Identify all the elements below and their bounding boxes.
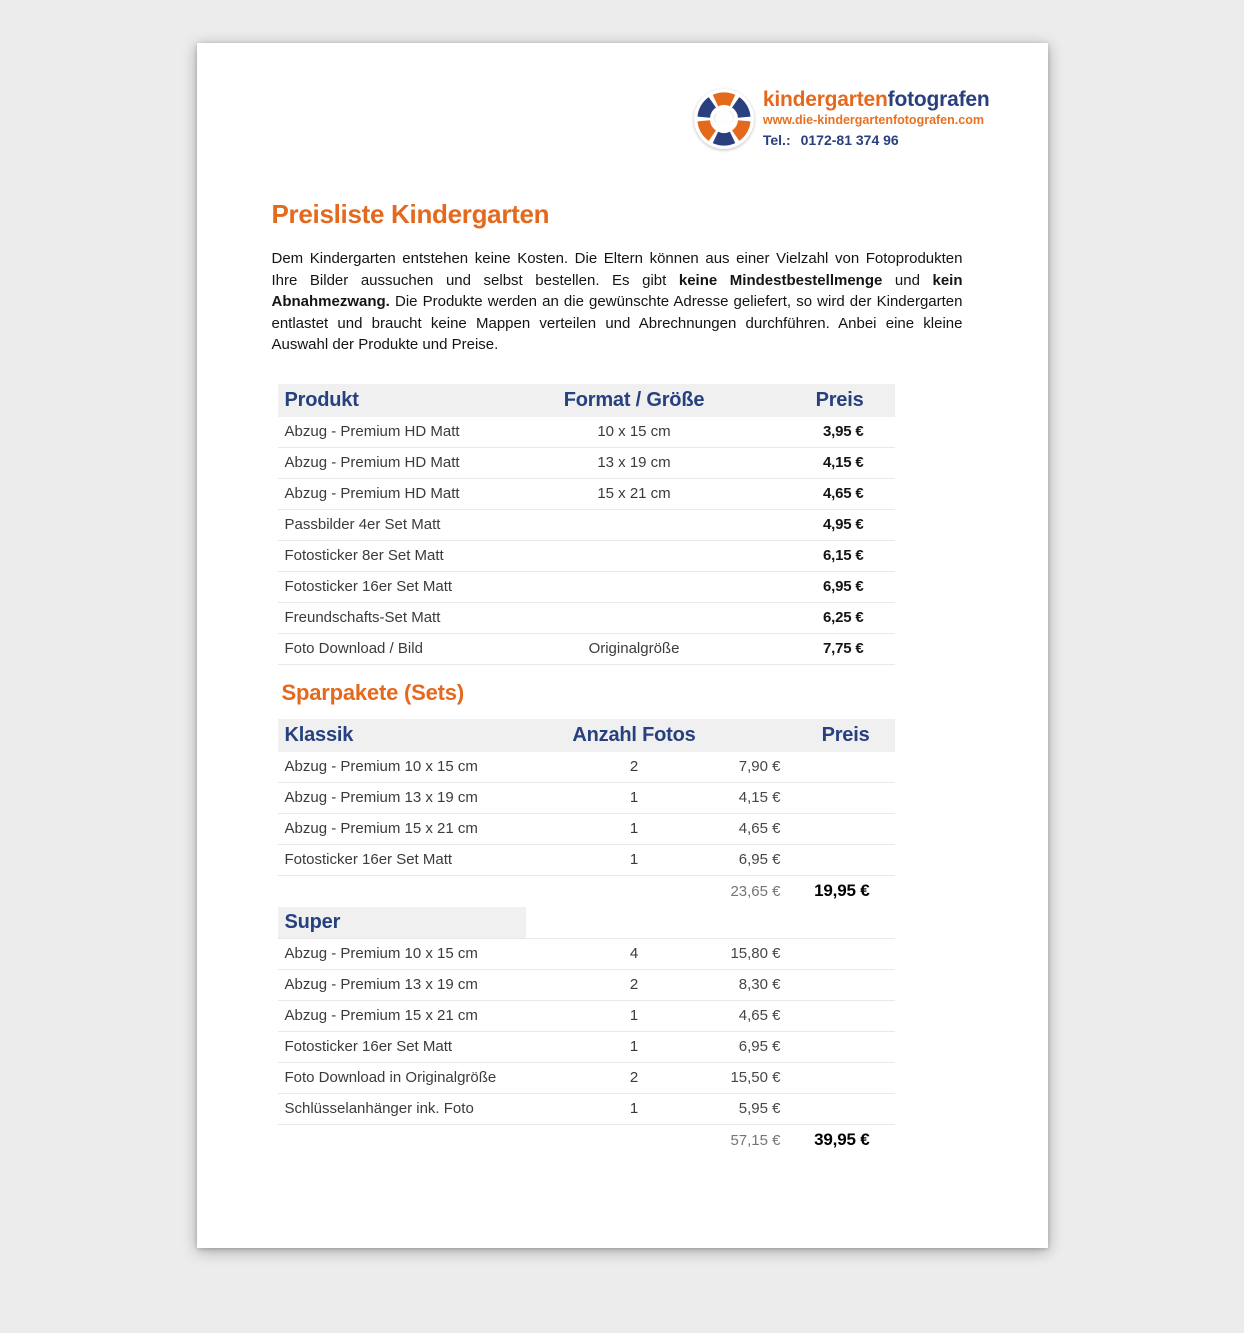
table-row (278, 510, 895, 541)
format-cell: 10 x 15 cm (597, 423, 671, 440)
document-page (197, 43, 1048, 1248)
item-sum-cell: 4,15 € (738, 789, 781, 806)
empty-cell (278, 1125, 561, 1156)
brand-name-part1: kindergarten (762, 88, 888, 111)
set-title-super (278, 907, 895, 939)
product-name-cell: Fotosticker 16er Set Matt (284, 578, 453, 595)
format-cell: Originalgröße (588, 640, 680, 657)
product-name-cell: Abzug - Premium 10 x 15 cm (284, 758, 478, 775)
totals-row (278, 876, 895, 907)
product-name-cell: Foto Download in Originalgröße (284, 1069, 497, 1086)
table-row (278, 448, 895, 479)
intro-paragraph (272, 248, 963, 356)
brand-name-part2: fotografen (887, 88, 990, 111)
empty-header-cell (708, 719, 785, 752)
empty-cell (785, 1032, 895, 1062)
empty-cell (561, 876, 708, 907)
item-sum-cell: 6,95 € (738, 1038, 781, 1055)
table-row (278, 970, 895, 1001)
price-cell: 4,65 € (822, 485, 864, 502)
column-header-product: Produkt (284, 388, 359, 411)
column-header-price: Preis (821, 723, 870, 746)
product-name-cell: Abzug - Premium HD Matt (284, 423, 460, 440)
set-price-cell: 39,95 € (814, 1130, 870, 1149)
item-sum-cell: 6,95 € (738, 851, 781, 868)
empty-cell (785, 1001, 895, 1031)
page-title: Preisliste Kindergarten (271, 199, 550, 229)
price-cell: 6,15 € (822, 547, 864, 564)
phone-label: Tel.: (762, 132, 791, 148)
phone-number: 0172-81 374 96 (800, 132, 899, 148)
table-row (278, 1063, 895, 1094)
product-name-cell: Schlüsselanhänger ink. Foto (284, 1100, 474, 1117)
format-cell (561, 603, 708, 633)
total-sum-cell: 57,15 € (730, 1131, 781, 1149)
price-cell: 4,95 € (822, 516, 864, 533)
quantity-cell: 2 (629, 976, 639, 993)
table-row (278, 479, 895, 510)
format-cell (561, 572, 708, 602)
table-row (278, 1001, 895, 1032)
format-cell (561, 510, 708, 540)
products-table-header (278, 384, 895, 417)
intro-text: und (882, 271, 933, 289)
empty-cell (785, 845, 895, 875)
intro-bold-no-obligation: kein Abnahmezwang. (271, 271, 963, 310)
table-row (278, 752, 895, 783)
empty-cell (785, 1094, 895, 1124)
logo-block (272, 88, 990, 154)
product-name-cell: Abzug - Premium 15 x 21 cm (284, 1007, 478, 1024)
format-cell: 15 x 21 cm (597, 485, 671, 502)
products-table (278, 384, 895, 665)
price-cell: 4,15 € (822, 454, 864, 471)
brand-name (763, 88, 990, 112)
column-header-format: Format / Größe (563, 388, 705, 411)
table-row (278, 814, 895, 845)
format-cell: 13 x 19 cm (597, 454, 671, 471)
klassik-set-table (278, 719, 895, 907)
table-row (278, 541, 895, 572)
price-cell: 3,95 € (822, 423, 864, 440)
klassik-table-header (278, 719, 895, 752)
empty-cell (785, 814, 895, 844)
empty-cell (278, 876, 561, 907)
quantity-cell: 1 (629, 789, 639, 806)
quantity-cell: 1 (629, 820, 639, 837)
intro-bold-no-minimum: keine Mindestbestellmenge (678, 271, 883, 289)
table-row (278, 783, 895, 814)
empty-cell (785, 939, 895, 969)
product-name-cell: Abzug - Premium HD Matt (284, 485, 460, 502)
item-sum-cell: 8,30 € (738, 976, 781, 993)
column-header-quantity: Anzahl Fotos (572, 723, 696, 746)
product-name-cell: Abzug - Premium HD Matt (284, 454, 460, 471)
total-sum-cell: 23,65 € (730, 882, 781, 900)
quantity-cell: 1 (629, 1007, 639, 1024)
product-name-cell: Foto Download / Bild (284, 640, 423, 657)
camera-shutter-logo-icon (693, 88, 755, 150)
logo-phone (763, 131, 990, 149)
item-sum-cell: 7,90 € (738, 758, 781, 775)
intro-text: Dem Kindergarten entstehen keine Kosten. Die Eltern können aus einer Vielzahl von Fotoprodukten Ihre Bilder aussuchen und selbst bestellen. Es gibt (271, 250, 963, 289)
quantity-cell: 4 (629, 945, 639, 962)
sets-section-heading: Sparpakete (Sets) (281, 679, 464, 705)
product-name-cell: Fotosticker 8er Set Matt (284, 547, 444, 564)
quantity-cell: 2 (629, 1069, 639, 1086)
product-name-cell: Abzug - Premium 13 x 19 cm (284, 976, 478, 993)
table-row (278, 1094, 895, 1125)
product-name-cell: Fotosticker 16er Set Matt (284, 851, 453, 868)
product-name-cell: Abzug - Premium 10 x 15 cm (284, 945, 478, 962)
logo-website: www.die-kindergartenfotografen.com (762, 113, 984, 127)
empty-cell (785, 1063, 895, 1093)
empty-cell (785, 970, 895, 1000)
set-price-cell: 19,95 € (814, 881, 870, 900)
product-name-cell: Freundschafts-Set Matt (284, 609, 441, 626)
empty-cell (785, 752, 895, 782)
set-title-super-label: Super (284, 910, 341, 933)
price-cell: 6,25 € (822, 609, 864, 626)
item-sum-cell: 4,65 € (738, 820, 781, 837)
empty-cell (561, 1125, 708, 1156)
quantity-cell: 2 (629, 758, 639, 775)
totals-row (278, 1125, 895, 1156)
table-row (278, 603, 895, 634)
product-name-cell: Fotosticker 16er Set Matt (284, 1038, 453, 1055)
table-row (278, 939, 895, 970)
item-sum-cell: 15,50 € (730, 1069, 781, 1086)
product-name-cell: Abzug - Premium 15 x 21 cm (284, 820, 478, 837)
table-row (278, 572, 895, 603)
empty-cell (785, 783, 895, 813)
table-row (278, 1032, 895, 1063)
page-content (197, 43, 1048, 1156)
super-set-table (278, 907, 895, 1156)
item-sum-cell: 4,65 € (738, 1007, 781, 1024)
price-cell: 7,75 € (822, 640, 864, 657)
table-row (278, 634, 895, 665)
intro-text: Die Produkte werden an die gewünschte Adresse geliefert, so wird der Kindergarten entlastet und braucht keine Mappen verteilen und Abrechnungen durchführen. Anbei eine kleine Auswahl der Produkte und Preise. (271, 293, 963, 353)
product-name-cell: Passbilder 4er Set Matt (284, 516, 441, 533)
item-sum-cell: 5,95 € (738, 1100, 781, 1117)
table-row (278, 845, 895, 876)
set-title-klassik: Klassik (284, 723, 354, 746)
format-cell (561, 541, 708, 571)
quantity-cell: 1 (629, 1038, 639, 1055)
quantity-cell: 1 (629, 1100, 639, 1117)
price-cell: 6,95 € (822, 578, 864, 595)
product-name-cell: Abzug - Premium 13 x 19 cm (284, 789, 478, 806)
item-sum-cell: 15,80 € (730, 945, 781, 962)
column-header-price: Preis (815, 388, 864, 411)
table-row (278, 417, 895, 448)
logo-text-block (763, 88, 990, 149)
quantity-cell: 1 (629, 851, 639, 868)
